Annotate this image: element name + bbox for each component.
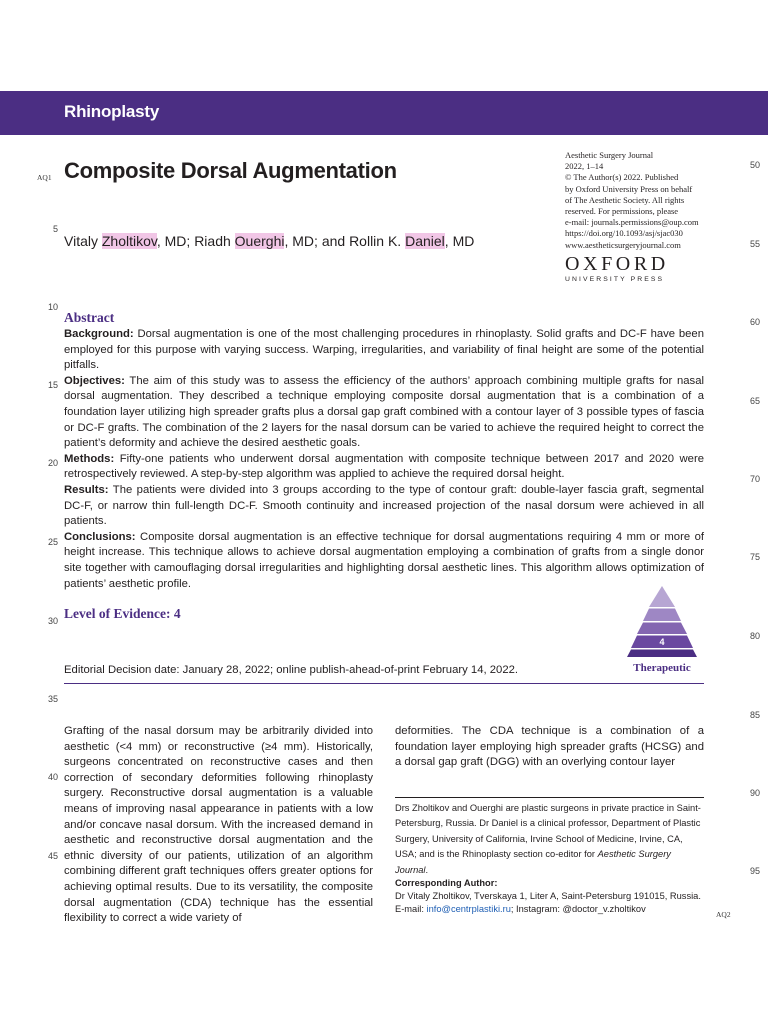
author-text: Vitaly (64, 233, 102, 249)
abstract-methods (64, 452, 704, 483)
body-column-left: Grafting of the nasal dorsum may be arbitrarily divided into aesthetic (<4 mm) or reconstructive (≥4 mm). Historically, surgeons concentrated on reconstructive cases and then correction of secondary deformities following rhinoplasty surgery. Reconstructive dorsal augmentation is a valuable means of improving nasal appearance in patients with a low and/or concave nasal dorsum. With the increased demand in aesthetic and reconstructive dorsal augmentation and the ethnic diversity of our patients, utilization of an algorithm combining different graft techniques offers greater options for achieving optimal results. Due to its versatility, the composite dorsal augmentation (CDA) technique has the essential flexibility to correct a wide variety of (64, 725, 373, 925)
abstract-label: Background: (64, 328, 134, 340)
pyramid-tier-3 (637, 623, 687, 635)
footnote-divider (395, 797, 704, 798)
abstract-label: Objectives: (64, 374, 125, 387)
abstract-label: Methods: (64, 452, 115, 465)
abstract-conclusions (64, 530, 704, 592)
copyright-line: by Oxford University Press on behalf (565, 183, 693, 194)
journal-year-pages: 2022, 1–14 (565, 161, 604, 172)
author-text: , MD; Riadh (156, 233, 235, 249)
line-number: 90 (750, 788, 761, 798)
author-list (64, 233, 474, 249)
author-surname: Zholtikov (101, 233, 157, 249)
line-number: 75 (750, 552, 761, 562)
corresponding-address: Dr Vitaly Zholtikov, Tverskaya 1, Liter A, Saint-Petersburg 191015, Russia. (395, 891, 701, 901)
copyright-line: © The Author(s) 2022. Published (565, 172, 679, 183)
line-number: 55 (750, 239, 761, 249)
footnote-text: . (425, 864, 429, 875)
line-number: 80 (750, 631, 761, 641)
evidence-type-label: Therapeutic (633, 662, 691, 674)
footnote-journal-name: Aesthetic Surgery Journal (395, 849, 671, 875)
line-number: 15 (47, 380, 58, 390)
aq2-label: AQ2 (716, 910, 731, 919)
abstract-body (64, 327, 704, 592)
journal-name: Aesthetic Surgery Journal (565, 150, 654, 160)
line-number: 30 (47, 616, 58, 626)
instagram-handle: ; Instagram: @doctor_v.zholtikov (510, 904, 646, 915)
author-surname: Daniel (405, 233, 445, 249)
line-number: 10 (47, 302, 58, 312)
line-number: 25 (47, 537, 58, 547)
publisher-logo-subtitle: UNIVERSITY PRESS (565, 276, 665, 283)
corresponding-contacts (395, 903, 704, 916)
journal-info (565, 150, 715, 251)
author-affiliations-footnote (395, 801, 704, 878)
corresponding-author-heading: Corresponding Author: (395, 878, 498, 888)
line-number: 50 (750, 160, 761, 170)
abstract-text: The aim of this study was to assess the efficiency of the authors’ approach combining multiple grafts for nasal dorsal augmentation. They described a technique employing composite dorsal augmentation that is a combination of a foundation layer utilizing high spreader grafts plus a dorsal gap graft combined with a contour layer of 3 possible types of fascia or DC-F grafts. The combination of the 2 layers for the nasal dorsum can be varied to achieve the required height to correct the patient’s deformity and achieve the desired aesthetic goals. (64, 374, 705, 450)
abstract-label: Results: (64, 483, 109, 496)
abstract-label: Conclusions: (64, 530, 136, 543)
permissions-email: e-mail: journals.permissions@oup.com (565, 217, 699, 228)
line-number: 95 (750, 866, 761, 876)
publisher-logo: OXFORD (565, 253, 669, 275)
email-label: E-mail: (395, 904, 427, 915)
level-of-evidence-heading: Level of Evidence: 4 (64, 606, 181, 621)
copyright-line: reserved. For permissions, please (565, 206, 679, 217)
line-number: 5 (52, 224, 58, 234)
evidence-level-number: 4 (659, 637, 665, 647)
aq1-label: AQ1 (37, 173, 52, 182)
copyright-line: of The Aesthetic Society. All rights (565, 194, 685, 205)
body-column-right: deformities. The CDA technique is a combination of a foundation layer employing high spreader grafts (HCSG) and a dorsal gap graft (DGG) with an overlying contour layer (395, 725, 704, 769)
pyramid-tier-1 (649, 586, 675, 607)
line-number: 70 (750, 474, 761, 484)
abstract-text: Composite dorsal augmentation is an effective technique for dorsal augmentations requiring 4 mm or more of height increase. This technique allows to achieve dorsal augmentation employing a combination of grafts from a single donor site together with camouflaging dorsal irregularities and highlighting dorsal aesthetic lines. This algorithm allows optimization of patients’ aesthetic profile. (64, 530, 705, 590)
abstract-background (64, 327, 704, 374)
author-text: , MD (444, 233, 475, 249)
editorial-dates: Editorial Decision date: January 28, 2022; online publish-ahead-of-print February 14, 2022. (64, 664, 519, 676)
email-link[interactable]: info@centrplastiki.ru (426, 904, 511, 915)
doi-link[interactable]: https://doi.org/10.1093/asj/sjac030 (565, 228, 683, 239)
abstract-heading: Abstract (64, 310, 115, 325)
pyramid-tier-2 (643, 609, 681, 622)
section-title: Rhinoplasty (64, 102, 160, 121)
line-number: 20 (47, 458, 58, 468)
pyramid-tier-5 (627, 650, 697, 658)
abstract-results (64, 483, 704, 530)
journal-website-link[interactable]: www.aestheticsurgeryjournal.com (565, 239, 681, 250)
article-title: Composite Dorsal Augmentation (64, 158, 397, 183)
line-number: 45 (47, 851, 58, 861)
abstract-text: Fifty-one patients who underwent dorsal augmentation with composite technique between 2017 and 2020 were retrospectively reviewed. A step-by-step algorithm was applied to achieve the required dorsal height. (64, 452, 704, 481)
evidence-pyramid-icon (619, 583, 705, 673)
line-number: 40 (47, 772, 58, 782)
abstract-objectives (64, 374, 704, 452)
line-number: 60 (750, 317, 761, 327)
abstract-text: Dorsal augmentation is one of the most challenging procedures in rhinoplasty. Solid grafts and DC-F have been employed for this purpose with varying success. Warping, irregularities, and variability of final height are some of the potential pitfalls. (64, 328, 704, 372)
author-surname: Ouerghi (234, 233, 285, 249)
abstract-text: The patients were divided into 3 groups according to the type of contour graft: double-layer fascia graft, segmental DC-F, or narrow thin full-length DC-F. Smooth continuity and increased projection of the nasal dorsum were achieved in all patients. (64, 483, 704, 528)
author-text: , MD; and Rollin K. (284, 233, 406, 249)
line-number: 65 (750, 396, 761, 406)
line-number: 85 (750, 710, 761, 720)
divider (64, 683, 704, 684)
corresponding-author-details (395, 890, 704, 916)
footnote-text: Drs Zholtikov and Ouerghi are plastic surgeons in private practice in Saint-Petersburg, Russia. Dr Daniel is a clinical professor, Department of Plastic Surgery, University of California, Irvine School of Medicine, Irvine, CA, USA; and is the Rhinoplasty section co-editor for (395, 803, 701, 860)
line-number: 35 (47, 694, 58, 704)
